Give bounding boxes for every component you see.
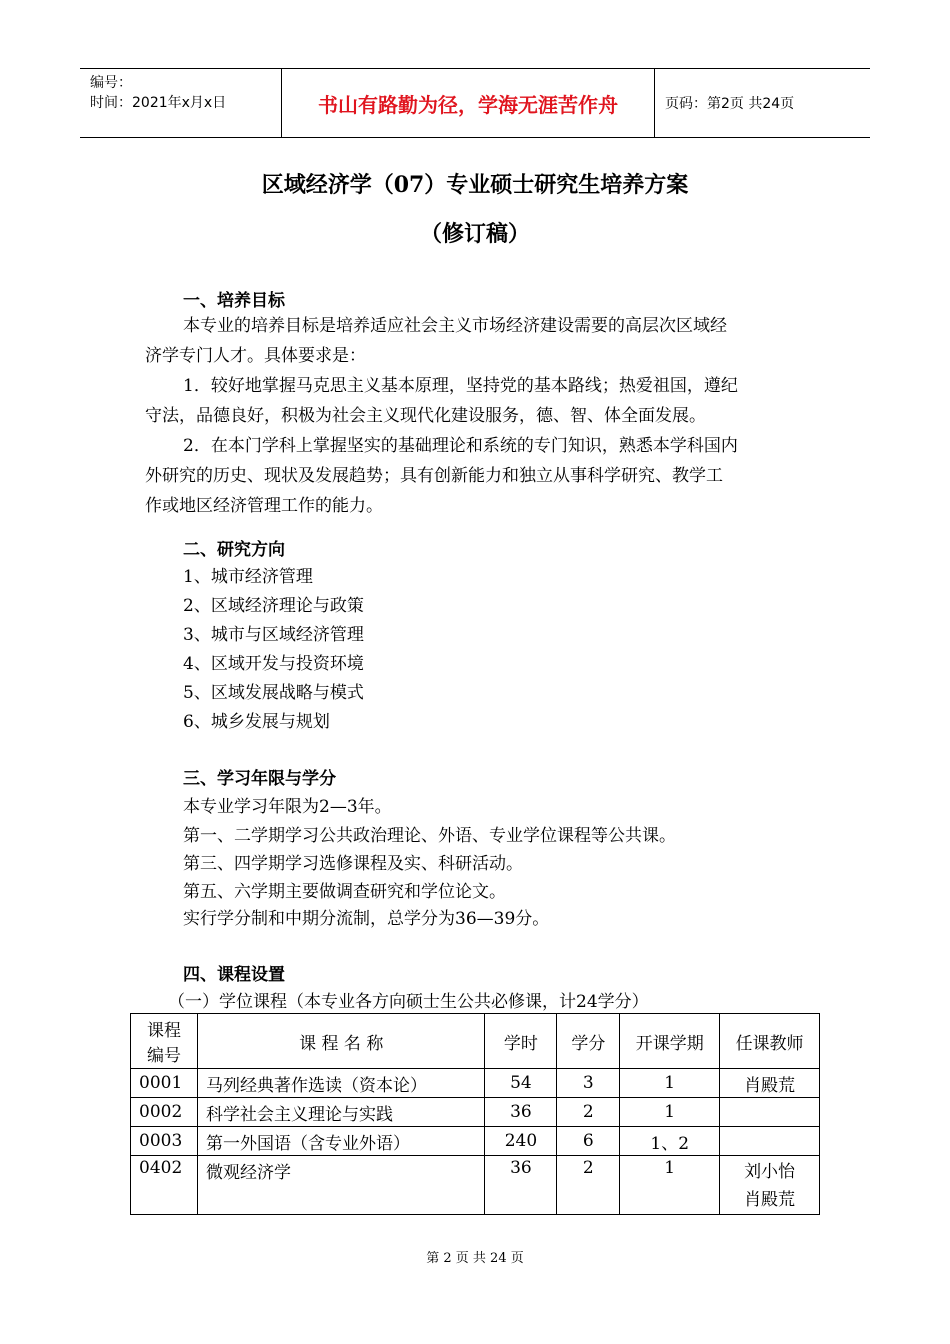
table-cell: 1 [620,1069,720,1098]
table-cell [720,1127,820,1156]
table-cell: 240 [485,1127,557,1156]
list-item: 4、区域开发与投资环境 [183,654,364,674]
table-row [131,1127,820,1156]
list-item: 6、城乡发展与规划 [183,712,330,732]
list-item: 2、区域经济理论与政策 [183,596,364,616]
table-cell: 54 [485,1069,557,1098]
section-heading: 三、学习年限与学分 [183,769,336,789]
paragraph-line: 第五、六学期主要做调查研究和学位论文。 [183,882,506,902]
table-header-cell: 学分 [557,1014,620,1069]
table-header-cell: 课 程 名 称 [197,1014,485,1069]
document-header [80,68,870,138]
table-cell: 科学社会主义理论与实践 [197,1098,485,1127]
paragraph-line: 外研究的历史、现状及发展趋势；具有创新能力和独立从事科学研究、教学工 [145,466,723,486]
table-row [131,1156,820,1215]
table-header-cell: 学时 [485,1014,557,1069]
header-meta [80,69,281,137]
list-item: 1、城市经济管理 [183,567,313,587]
table-cell: 1 [620,1098,720,1127]
page-footer: 第 2 页 共 24 页 [426,1251,524,1266]
paragraph-line: 实行学分制和中期分流制，总学分为36—39分。 [183,909,550,929]
paragraph-line: 1．较好地掌握马克思主义基本原理，坚持党的基本路线；热爱祖国，遵纪 [183,376,738,396]
table-header-cell: 开课学期 [620,1014,720,1069]
table-cell: 0001 [131,1069,198,1098]
header-motto: 书山有路勤为径，学海无涯苦作舟 [318,92,618,117]
table-header-cell: 任课教师 [720,1014,820,1069]
table-header-row [131,1014,820,1069]
section-heading: 一、培养目标 [183,291,285,311]
table-cell: 肖殿荒 [720,1069,820,1098]
paragraph-line: 济学专门人才。具体要求是： [145,346,366,366]
paragraph-line: 2．在本门学科上掌握坚实的基础理论和系统的专门知识，熟悉本学科国内 [183,436,738,456]
paragraph-line: 第三、四学期学习选修课程及实、科研活动。 [183,854,523,874]
header-page-info: 页码：第2页 共24页 [665,96,795,112]
paragraph-line: 第一、二学期学习公共政治理论、外语、专业学位课程等公共课。 [183,826,676,846]
table-cell: 36 [485,1156,557,1215]
table-cell: 第一外国语（含专业外语） [197,1127,485,1156]
table-cell: 微观经济学 [197,1156,485,1215]
table-cell: 1 [620,1156,720,1215]
section-heading: 四、课程设置 [183,965,285,985]
table-cell: 0402 [131,1156,198,1215]
document-subtitle: （修订稿） [419,221,530,247]
paragraph-line: 本专业的培养目标是培养适应社会主义市场经济建设需要的高层次区域经 [183,316,727,336]
paragraph-line: 本专业学习年限为2—3年。 [183,797,392,817]
list-item: 3、城市与区域经济管理 [183,625,364,645]
subsection-heading: （一）学位课程（本专业各方向硕士生公共必修课，计24学分） [168,992,649,1012]
teacher-name: 刘小怡 [744,1162,796,1182]
paragraph-line: 作或地区经济管理工作的能力。 [145,496,383,516]
table-cell [720,1156,820,1215]
header-text: 课程 [146,1021,181,1041]
table-row [131,1098,820,1127]
teacher-name: 肖殿荒 [744,1190,796,1210]
section-heading: 二、研究方向 [183,540,285,560]
document-title: 区域经济学（07）专业硕士研究生培养方案 [261,172,689,198]
table-cell: 2 [557,1098,620,1127]
table-cell [720,1098,820,1127]
table-cell: 2 [557,1156,620,1215]
header-time-label: 时间：2021年x月x日 [90,95,227,111]
table-cell: 3 [557,1069,620,1098]
header-text: 编号 [146,1046,181,1066]
table-cell: 1、2 [620,1127,720,1156]
table-cell: 0002 [131,1098,198,1127]
table-cell: 马列经典著作选读（资本论） [197,1069,485,1098]
paragraph-line: 守法，品德良好，积极为社会主义现代化建设服务，德、智、体全面发展。 [145,406,706,426]
list-item: 5、区域发展战略与模式 [183,683,364,703]
header-number-label: 编号： [90,75,132,91]
table-header-cell [131,1014,198,1069]
table-cell: 6 [557,1127,620,1156]
table-cell: 36 [485,1098,557,1127]
table-cell: 0003 [131,1127,198,1156]
section1-body [145,311,811,521]
course-table [130,1013,820,1215]
table-row [131,1069,820,1098]
